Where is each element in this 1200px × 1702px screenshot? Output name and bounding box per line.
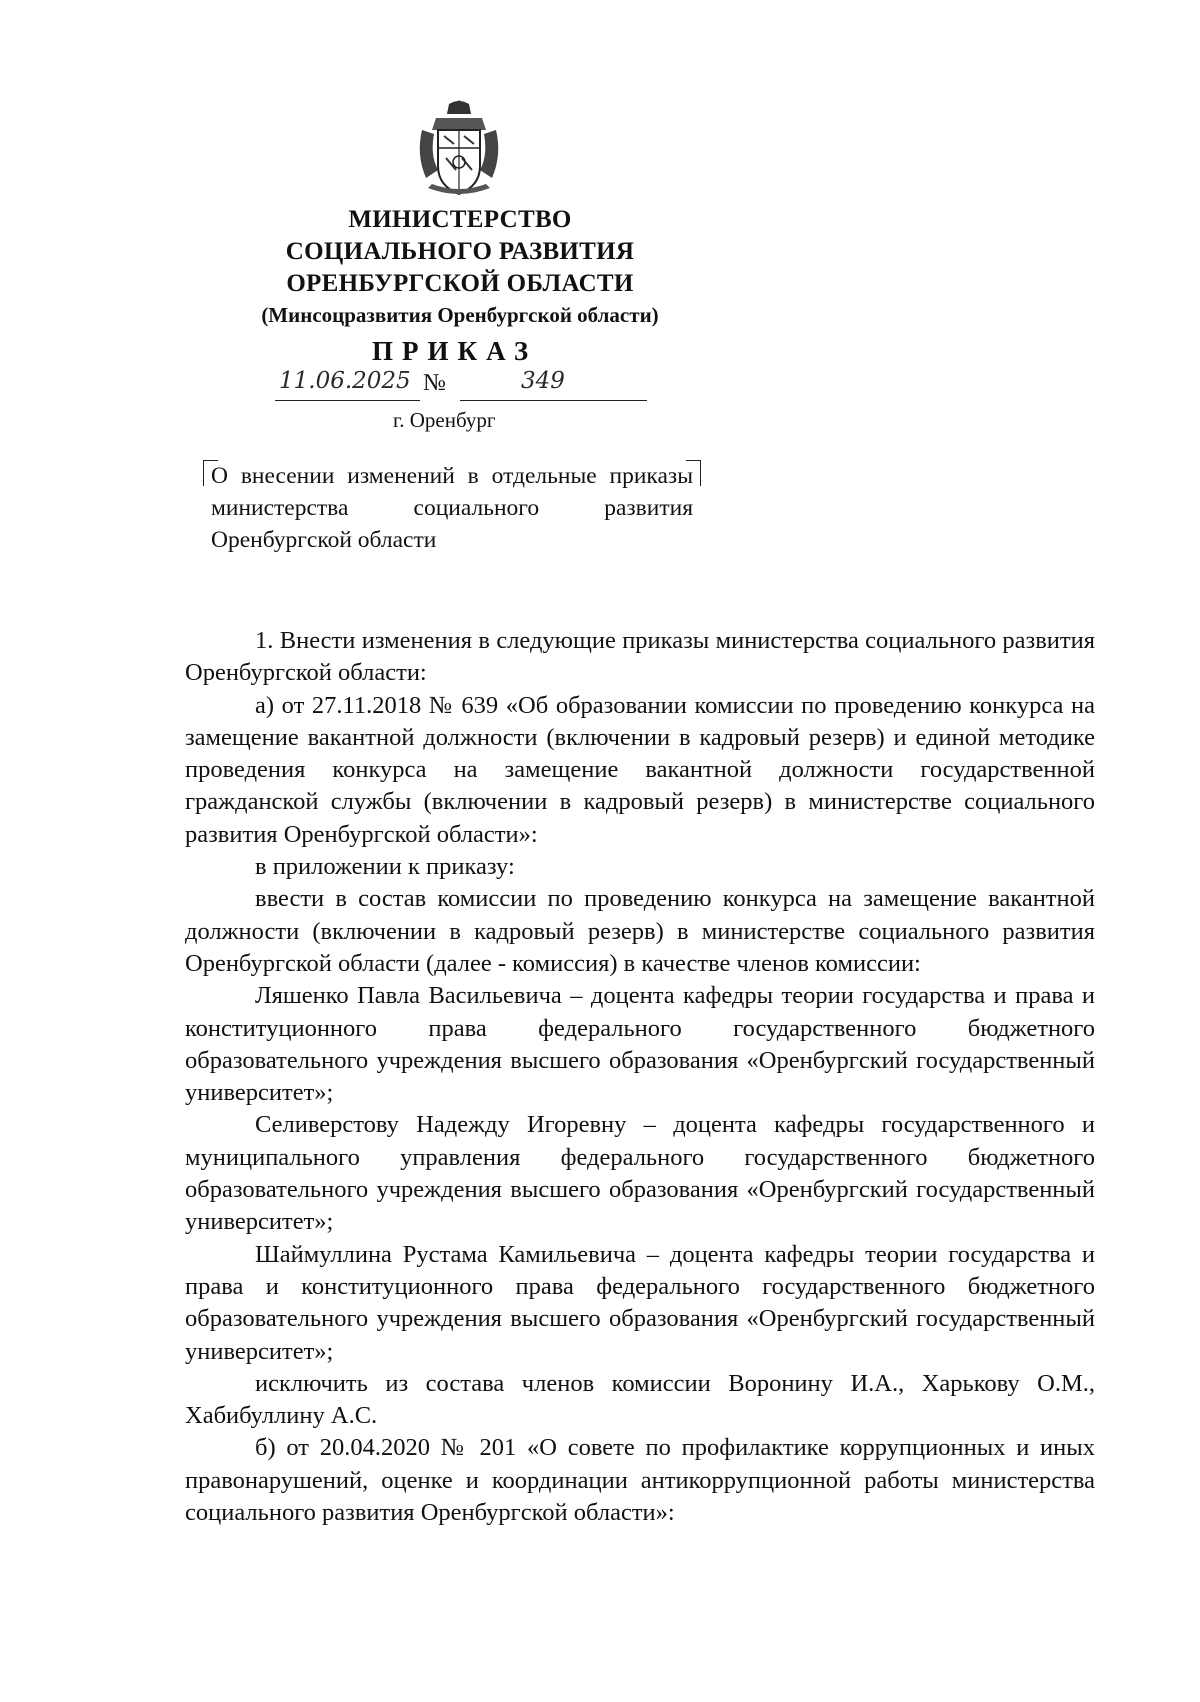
- number-sign: №: [423, 370, 446, 396]
- paragraph-3: в приложении к приказу:: [255, 853, 515, 881]
- org-line-1: МИНИСТЕРСТВО: [348, 206, 572, 233]
- paragraph-7: Шаймуллина Рустама Камильевича – доцента кафедры теории государства и права и конституционного права федерального государственного бюджетного образовательного учреждения высшего образования «Оренбургский государственный университет»;: [185, 1240, 1095, 1365]
- org-short-name: (Минсоцразвития Оренбургской области): [261, 303, 659, 327]
- paragraph-1: 1. Внести изменения в следующие приказы министерства социального развития Оренбургской области:: [185, 627, 1095, 687]
- order-subject: О внесении изменений в отдельные приказы министерства социального развития Оренбургской области: [211, 463, 693, 553]
- organization-name: [150, 204, 770, 330]
- paragraph-5: Ляшенко Павла Васильевича – доцента кафедры теории государства и права и конституционного права федерального государственного бюджетного образовательного учреждения высшего образования «Оренбургский государственный университет»;: [185, 982, 1095, 1107]
- order-date-number-line: [275, 368, 647, 402]
- org-line-3: ОРЕНБУРГСКОЙ ОБЛАСТИ: [286, 270, 634, 297]
- paragraph-2: а) от 27.11.2018 № 639 «Об образовании комиссии по проведению конкурса на замещение вакантной должности (включении в кадровый резерв) и единой методике проведения конкурса на замещение вакантной должности государственной гражданской службы (включении в кадровый резерв) в министерстве социального развития Оренбургской области»:: [185, 691, 1095, 848]
- order-number: 349: [521, 368, 565, 394]
- paragraph-8: исключить из состава членов комиссии Воронину И.А., Харькову О.М., Хабибуллину А.С.: [185, 1369, 1095, 1430]
- paragraph-4: ввести в состав комиссии по проведению конкурса на замещение вакантной должности (включении в кадровый резерв) в министерстве социального развития Оренбургской области (далее - комиссия) в качестве членов комиссии:: [185, 885, 1095, 977]
- coat-of-arms-icon: [416, 100, 502, 200]
- paragraph-9: б) от 20.04.2020 № 201 «О совете по профилактике коррупционных и иных правонарушений, оценке и координации антикоррупционной работы министерства социального развития Оренбургской области»:: [185, 1434, 1095, 1527]
- order-title: ПРИКАЗ: [372, 336, 538, 366]
- number-underline: [460, 400, 647, 401]
- city: г. Оренбург: [393, 408, 496, 432]
- order-date: 11.06.2025: [279, 368, 411, 394]
- org-line-2: СОЦИАЛЬНОГО РАЗВИТИЯ: [285, 238, 635, 265]
- paragraph-6: Селиверстову Надежду Игоревну – доцента кафедры государственного и муниципального управления федерального государственного бюджетного образовательного учреждения высшего образования «Оренбургский государственный университет»;: [185, 1111, 1095, 1236]
- order-body: [185, 625, 1095, 1529]
- date-underline: [275, 400, 420, 401]
